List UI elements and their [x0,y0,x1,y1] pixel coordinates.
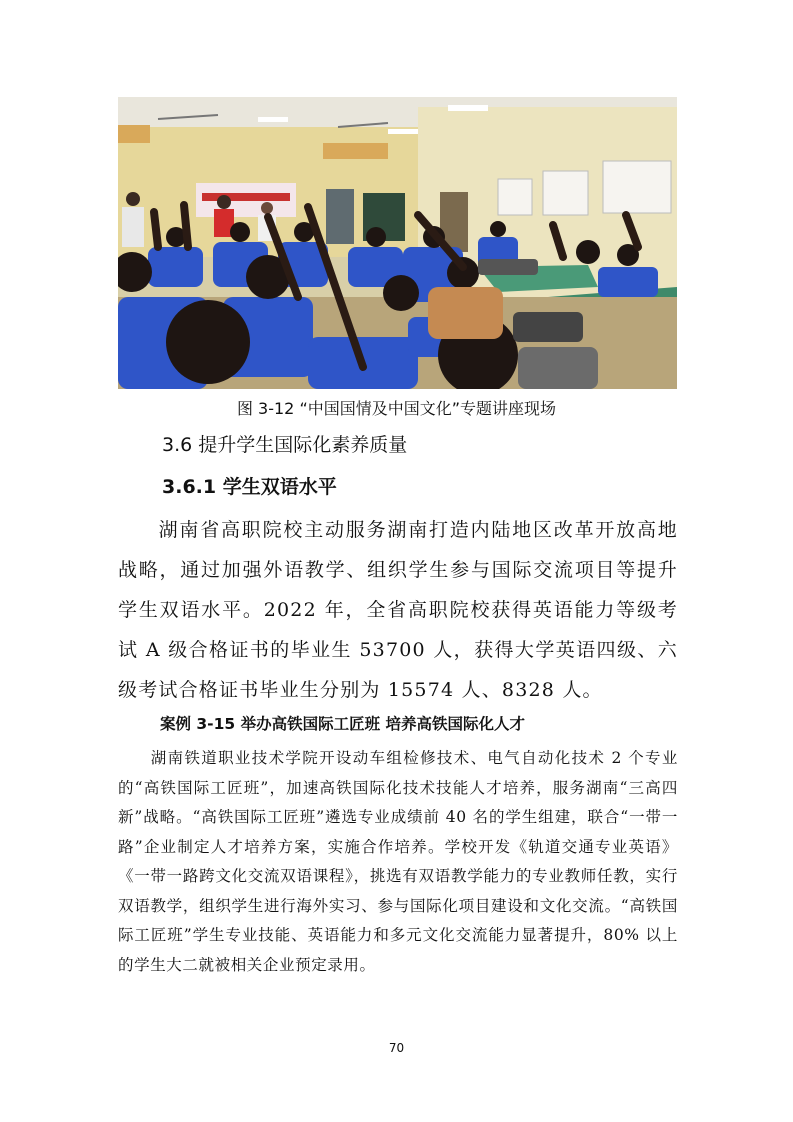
page-number: 70 [388,1041,405,1055]
section-paragraph [118,510,678,710]
case-title: 案例 3-15 举办高铁国际工匠班 培养高铁国际化人才 [160,715,525,733]
case-paragraph [118,744,678,980]
figure-caption: 图 3-12 “中国国情及中国文化”专题讲座现场 [236,399,557,418]
lecture-photo [118,97,677,389]
section-paragraph-text: 湖南省高职院校主动服务湖南打造内陆地区改革开放高地战略，通过加强外语教学、组织学生参与国际交流项目等提升学生双语水平。2022 年，全省高职院校获得英语能力等级考试 A 级合格证书的毕业生 53700 人，获得大学英语四级、六级考试合格证书毕业生分别为 15574 人、8328 人。 [118,519,678,701]
section-heading: 3.6 提升学生国际化素养质量 [162,434,408,456]
subsection-heading: 3.6.1 学生双语水平 [162,476,337,498]
case-paragraph-text: 湖南铁道职业技术学院开设动车组检修技术、电气自动化技术 2 个专业的“高铁国际工匠班”，加速高铁国际化技术技能人才培养，服务湖南“三高四新”战略。“高铁国际工匠班”遴选专业成绩前 40 名的学生组建，联合“一带一路”企业制定人才培养方案，实施合作培养。学校开发《轨道交通专业英语》《一带一路跨文化交流双语课程》，挑选有双语教学能力的专业教师任教，实行双语教学，组织学生进行海外实习、参与国际化项目建设和文化交流。“高铁国际工匠班”学生专业技能、英语能力和多元文化交流能力显著提升，80% 以上的学生大二就被相关企业预定录用。 [118,749,678,974]
lecture-photo-illustration [118,97,677,389]
